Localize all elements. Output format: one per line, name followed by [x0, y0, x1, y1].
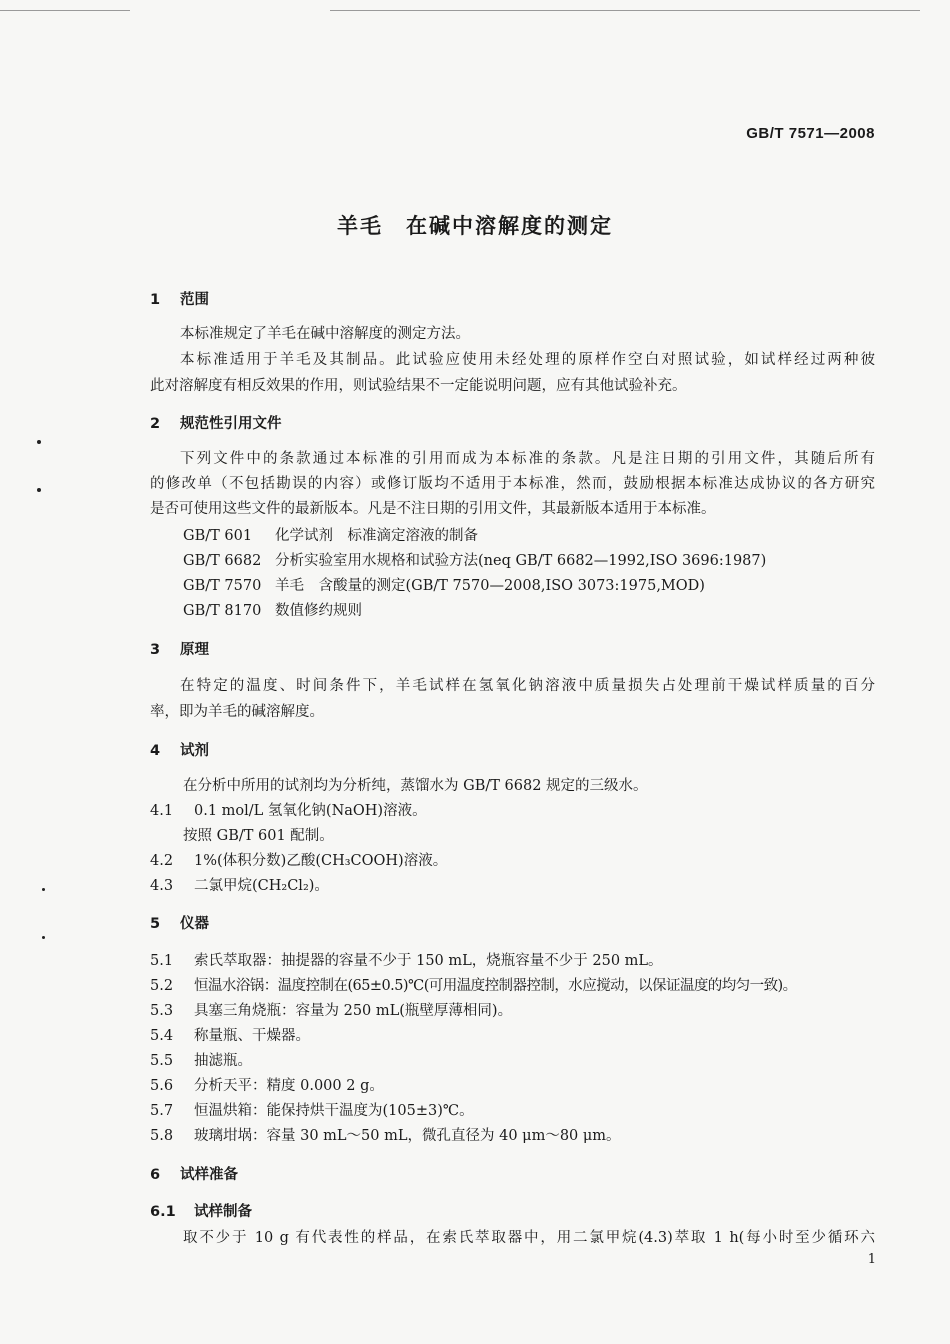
section-number: 3 [150, 642, 161, 658]
reference-title: 分析实验室用水规格和试验方法(neq GB/T 6682—1992,ISO 3696:1987) [275, 553, 767, 569]
paragraph-line: 本标准适用于羊毛及其制品。此试验应使用未经处理的原样作空白对照试验，如试样经过两种彼 [180, 352, 875, 368]
paragraph-line: 本标准规定了羊毛在碱中溶解度的测定方法。 [180, 326, 470, 342]
reference-item [183, 526, 478, 546]
section-heading [150, 914, 209, 934]
scan-dot [37, 440, 41, 444]
item-number: 5.2 [150, 978, 174, 994]
item-text: 具塞三角烧瓶：容量为 250 mL(瓶壁厚薄相同)。 [194, 1003, 513, 1019]
section-heading [150, 290, 209, 310]
paragraph-line: 是否可使用这些文件的最新版本。凡是不注日期的引用文件，其最新版本适用于本标准。 [150, 501, 716, 517]
item-text: 恒温烘箱：能保持烘干温度为(105±3)℃。 [194, 1103, 474, 1119]
section-heading [150, 741, 209, 761]
item-number: 4.3 [150, 878, 174, 894]
scan-top-line [330, 10, 920, 11]
list-item [150, 976, 797, 996]
list-item [150, 1076, 384, 1096]
reference-title: 化学试剂 标准滴定溶液的制备 [275, 528, 478, 544]
section-title: 仪器 [180, 916, 209, 932]
section-title: 试样准备 [180, 1167, 238, 1183]
section-title: 原理 [180, 642, 209, 658]
reference-title: 羊毛 含酸量的测定(GB/T 7570—2008,ISO 3073:1975,MOD) [275, 578, 705, 594]
paragraph-line: 此对溶解度有相反效果的作用，则试验结果不一定能说明问题，应有其他试验补充。 [150, 378, 687, 394]
section-number: 5 [150, 916, 161, 932]
paragraph-line: 下列文件中的条款通过本标准的引用而成为本标准的条款。凡是注日期的引用文件，其随后所有 [180, 451, 875, 467]
list-item [150, 1126, 621, 1146]
section-title: 试剂 [180, 743, 209, 759]
item-text: 二氯甲烷(CH₂Cl₂)。 [194, 878, 329, 894]
item-text: 称量瓶、干燥器。 [194, 1028, 310, 1044]
scan-dot [42, 936, 45, 939]
section-title: 范围 [180, 292, 209, 308]
item-text: 分析天平：精度 0.000 2 g。 [194, 1078, 384, 1094]
section-number: 1 [150, 292, 161, 308]
item-text: 恒温水浴锅：温度控制在(65±0.5)℃(可用温度控制器控制，水应搅动，以保证温度的均匀一致)。 [194, 978, 797, 994]
scan-dot [37, 488, 41, 492]
paragraph-line: 取不少于 10 g 有代表性的样品，在索氏萃取器中，用二氯甲烷(4.3)萃取 1 h(每小时至少循环六 [183, 1230, 875, 1246]
item-text: 0.1 mol/L 氢氧化钠(NaOH)溶液。 [194, 803, 427, 819]
paragraph-line: 在分析中所用的试剂均为分析纯，蒸馏水为 GB/T 6682 规定的三级水。 [183, 778, 648, 794]
list-item [150, 1101, 474, 1121]
paragraph-line: 率，即为羊毛的碱溶解度。 [150, 704, 324, 720]
item-number: 5.1 [150, 953, 174, 969]
paragraph-line: 按照 GB/T 601 配制。 [183, 828, 334, 844]
subsection-title: 试样制备 [194, 1204, 252, 1220]
item-number: 4.1 [150, 803, 174, 819]
item-text: 1%(体积分数)乙酸(CH₃COOH)溶液。 [194, 853, 448, 869]
item-number: 4.2 [150, 853, 174, 869]
section-heading [150, 414, 282, 434]
document-title: 羊毛 在碱中溶解度的测定 [337, 214, 613, 238]
scan-top-line [0, 10, 130, 11]
item-number: 5.6 [150, 1078, 174, 1094]
subsection-number: 6.1 [150, 1204, 176, 1220]
item-number: 5.3 [150, 1003, 174, 1019]
reference-title: 数值修约规则 [275, 603, 362, 619]
paragraph-line: 的修改单（不包括勘误的内容）或修订版均不适用于本标准，然而，鼓励根据本标准达成协议的各方研究 [150, 476, 875, 492]
item-number: 5.4 [150, 1028, 174, 1044]
list-item [150, 1051, 252, 1071]
section-heading [150, 640, 209, 660]
item-number: 5.7 [150, 1103, 174, 1119]
item-text: 抽滤瓶。 [194, 1053, 252, 1069]
list-item [150, 951, 663, 971]
section-number: 6 [150, 1167, 161, 1183]
list-item [150, 1001, 512, 1021]
reference-code: GB/T 8170 [183, 603, 262, 619]
list-item [150, 801, 427, 821]
reference-code: GB/T 6682 [183, 553, 262, 569]
reference-item [183, 576, 705, 596]
list-item [150, 851, 447, 871]
reference-code: GB/T 601 [183, 528, 253, 544]
section-number: 2 [150, 416, 161, 432]
list-item [150, 1026, 310, 1046]
item-number: 5.8 [150, 1128, 174, 1144]
standard-code: GB/T 7571—2008 [746, 125, 875, 142]
reference-item [183, 601, 362, 621]
item-number: 5.5 [150, 1053, 174, 1069]
reference-item [183, 551, 766, 571]
section-heading [150, 1165, 238, 1185]
scan-dot [42, 888, 45, 891]
page-number: 1 [867, 1252, 876, 1267]
item-text: 玻璃坩埚：容量 30 mL～50 mL，微孔直径为 40 μm～80 μm。 [194, 1128, 621, 1144]
reference-code: GB/T 7570 [183, 578, 262, 594]
paragraph-line: 在特定的温度、时间条件下，羊毛试样在氢氧化钠溶液中质量损失占处理前干燥试样质量的百分 [180, 678, 875, 694]
subsection-heading [150, 1202, 252, 1222]
list-item [150, 876, 329, 896]
item-text: 索氏萃取器：抽提器的容量不少于 150 mL，烧瓶容量不少于 250 mL。 [194, 953, 663, 969]
section-title: 规范性引用文件 [180, 416, 282, 432]
section-number: 4 [150, 743, 161, 759]
